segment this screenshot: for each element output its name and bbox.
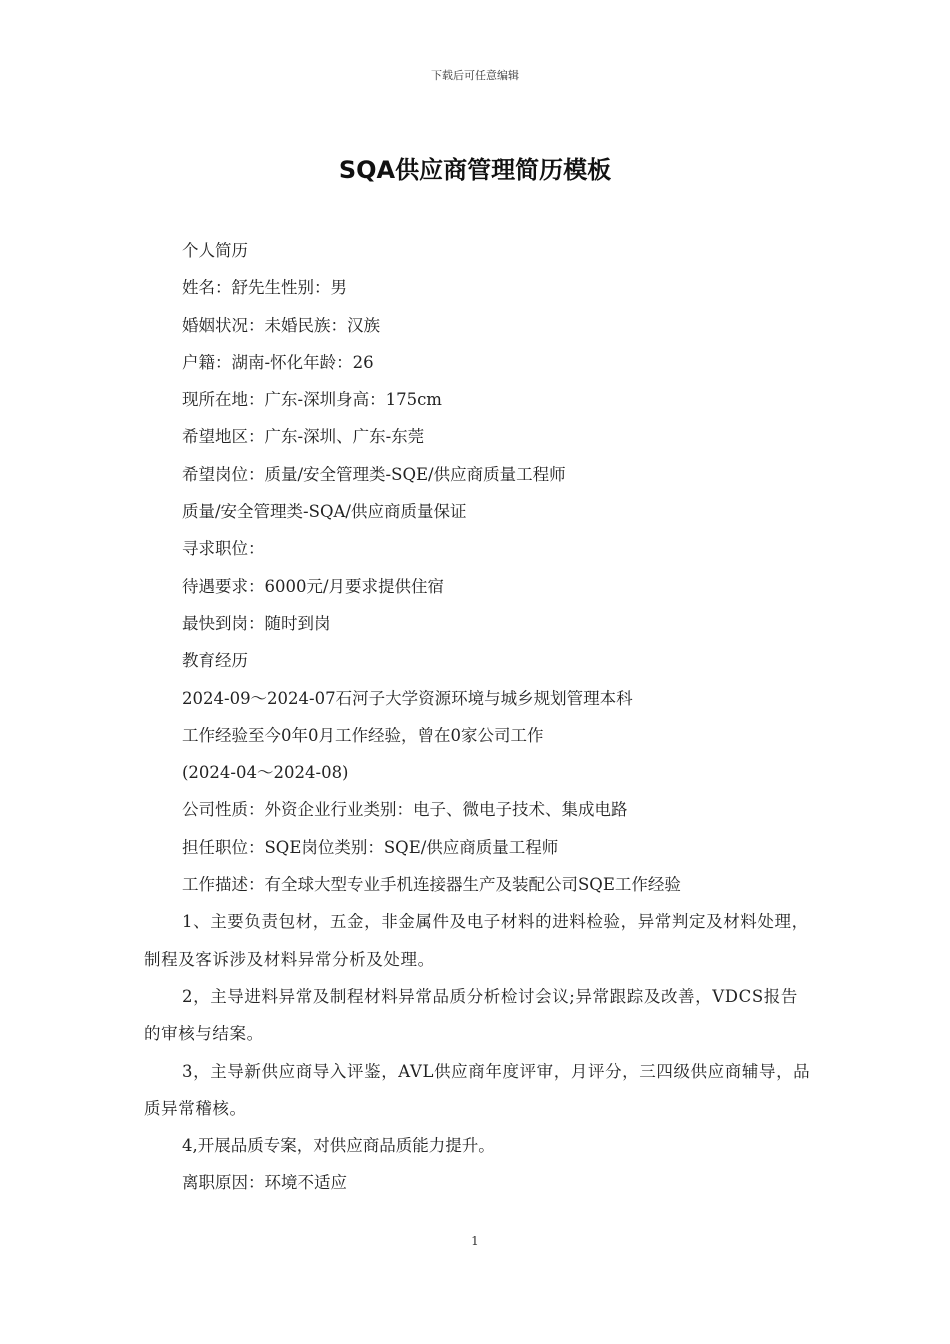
info-line-location-height: 现所在地：广东-深圳身高：175cm xyxy=(182,390,442,410)
info-line-hometown-age: 户籍：湖南-怀化年龄：26 xyxy=(182,352,374,372)
duty-paragraph-2: 2，主导进料异常及制程材料异常品质分析检讨会议;异常跟踪及改善，VDCS报告的审核与结案。 xyxy=(144,986,798,1044)
header-note: 下载后可任意编辑 xyxy=(431,69,519,82)
duty-line-4: 4,开展品质专案，对供应商品质能力提升。 xyxy=(182,1136,495,1156)
info-line-desired-position-2: 质量/安全管理类-SQA/供应商质量保证 xyxy=(182,502,467,522)
education-entry: 2024-09～2024-07石河子大学资源环境与城乡规划管理本科 xyxy=(182,688,633,708)
info-line-salary: 待遇要求：6000元/月要求提供住宿 xyxy=(182,576,445,596)
section-heading-resume: 个人简历 xyxy=(182,241,248,260)
work-period: (2024-04～2024-08) xyxy=(182,763,349,783)
info-line-availability: 最快到岗：随时到岗 xyxy=(182,613,331,633)
info-line-desired-region: 希望地区：广东-深圳、广东-东莞 xyxy=(182,427,425,447)
info-line-marital-ethnicity: 婚姻状况：未婚民族：汉族 xyxy=(182,315,380,335)
job-description: 工作描述：有全球大型专业手机连接器生产及装配公司SQE工作经验 xyxy=(182,875,681,895)
info-line-name-gender: 姓名：舒先生性别：男 xyxy=(182,278,347,298)
work-experience-summary: 工作经验至今0年0月工作经验，曾在0家公司工作 xyxy=(182,725,544,745)
job-title-category: 担任职位：SQE岗位类别：SQE/供应商质量工程师 xyxy=(182,837,559,857)
duty-paragraph-3: 3，主导新供应商导入评鉴，AVL供应商年度评审，月评分，三四级供应商辅导，品质异常稽核。 xyxy=(144,1061,811,1118)
info-line-seeking-position: 寻求职位： xyxy=(182,539,265,559)
document-title: SQA供应商管理简历模板 xyxy=(338,156,612,184)
resume-body xyxy=(144,232,812,1202)
company-type-industry: 公司性质：外资企业行业类别：电子、微电子技术、集成电路 xyxy=(182,800,628,820)
section-heading-education: 教育经历 xyxy=(182,651,248,671)
leaving-reason: 离职原因：环境不适应 xyxy=(182,1173,347,1193)
info-line-desired-position: 希望岗位：质量/安全管理类-SQE/供应商质量工程师 xyxy=(182,464,566,484)
duty-paragraph-1: 1、主要负责包材，五金，非金属件及电子材料的进料检验，异常判定及材料处理，制程及客诉涉及材料异常分析及处理。 xyxy=(144,912,809,969)
page-number: 1 xyxy=(471,1234,479,1248)
